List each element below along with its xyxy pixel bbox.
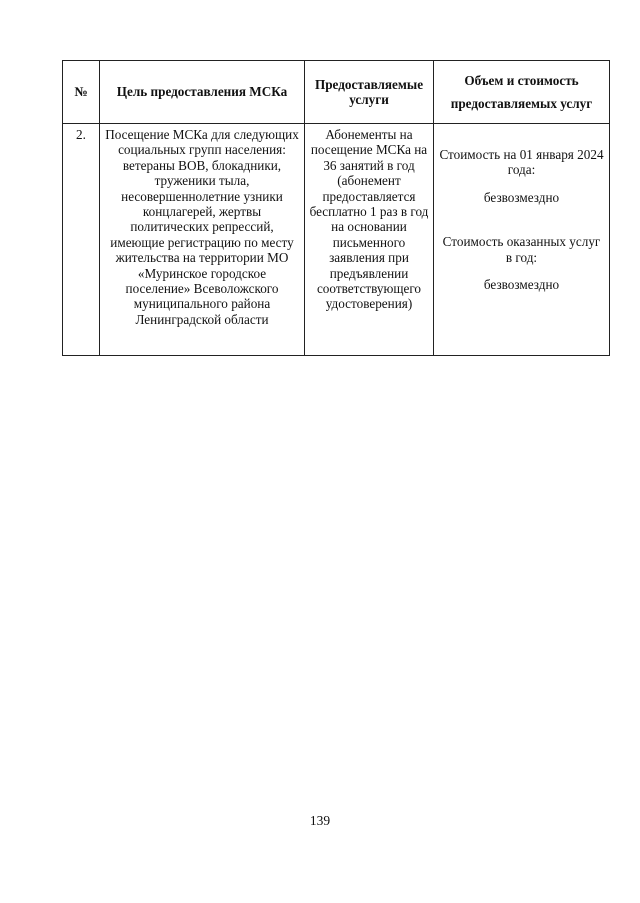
cost-year-value: безвозмездно <box>483 277 560 293</box>
header-cost-label: Объем и стоимость предоставляемых услуг <box>450 73 593 111</box>
header-cost <box>434 61 610 124</box>
row-num: 2. <box>63 124 100 356</box>
header-goal: Цель предоставления МСКа <box>100 61 305 124</box>
page-number: 139 <box>309 813 331 828</box>
table-row <box>63 124 610 356</box>
header-num: № <box>63 61 100 124</box>
cost-year-label: Стоимость оказанных услуг в год: <box>442 234 601 265</box>
cost-date-value: безвозмездно <box>483 189 560 205</box>
row-cost <box>434 124 610 356</box>
cost-date-label: Стоимость на 01 января 2024 года: <box>439 147 604 178</box>
header-services: Предоставляемые услуги <box>305 61 434 124</box>
services-table <box>62 60 610 356</box>
row-services: Абонементы на посещение МСКа на 36 занятий в год (абонемент предоставляется бесплатно 1 раз в год на основании письменного заявления при предъявлении соответствующего удостоверения) <box>305 124 434 356</box>
row-goal: Посещение МСКа для следующих социальных групп населения: ветераны ВОВ, блокадники, труженики тыла, несовершеннолетние узники концлагерей, жертвы политических репрессий, имеющие регистрацию по месту жительства на территории МО «Муринское городское поселение» Всеволожского муниципального района Ленинградской области <box>100 124 305 356</box>
table-header-row <box>63 61 610 124</box>
